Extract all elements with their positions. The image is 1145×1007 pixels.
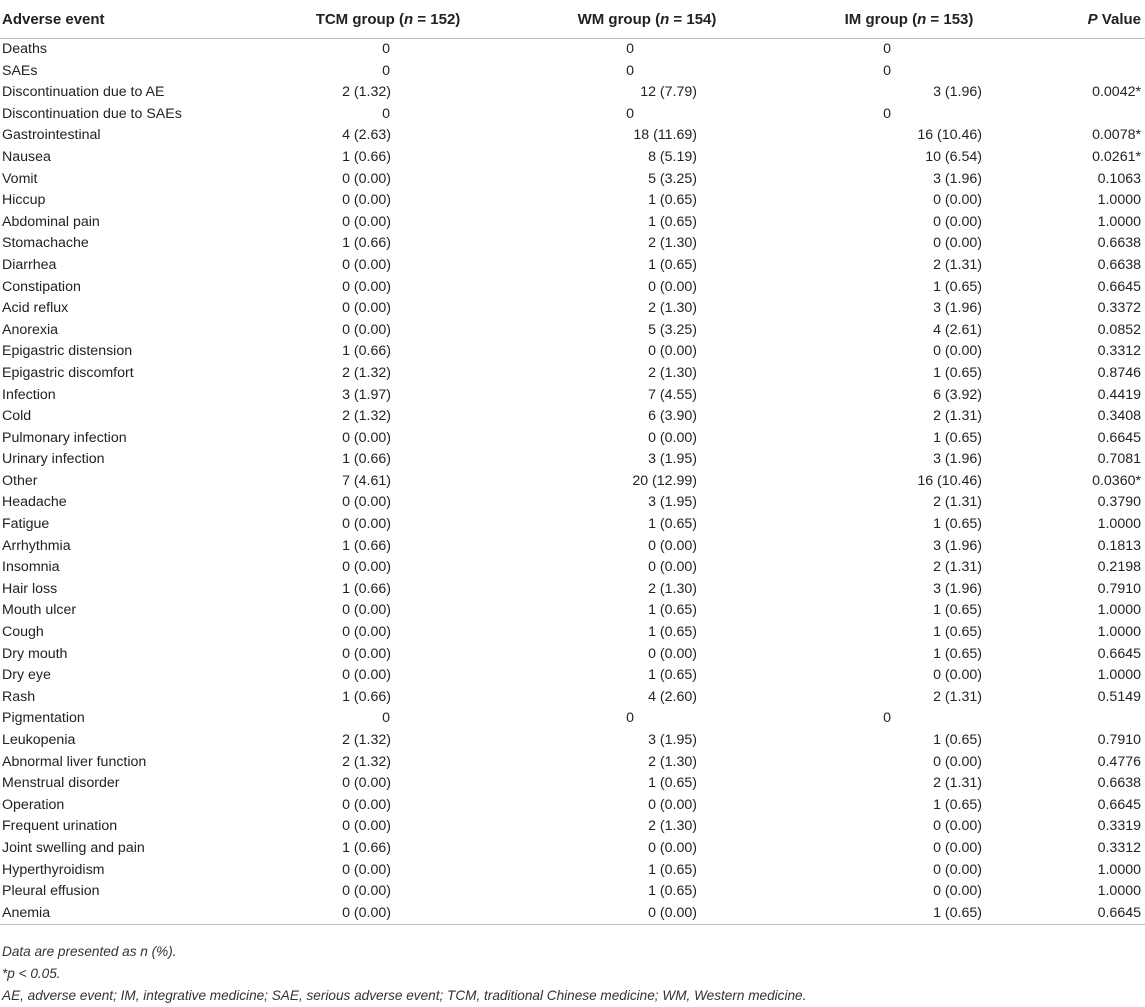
cell-adverse-event: Infection <box>2 386 56 403</box>
header-p-word: Value <box>1097 10 1141 28</box>
cell-tcm-group: 0 <box>382 41 390 57</box>
cell-adverse-event: Pleural effusion <box>2 883 100 900</box>
cell-adverse-event: Anorexia <box>2 321 58 338</box>
cell-adverse-event: Fatigue <box>2 516 50 533</box>
cell-tcm-group: 0 (0.00) <box>342 602 391 619</box>
table-row <box>0 665 1145 687</box>
table-row <box>0 169 1145 191</box>
cell-im-group: 3 (1.96) <box>933 84 982 101</box>
cell-im-group: 1 (0.65) <box>780 903 1038 925</box>
cell-adverse-event: Hiccup <box>2 192 46 209</box>
cell-tcm-group: 0 (0.00) <box>342 559 391 576</box>
cell-im-group: 1 (0.65) <box>933 645 982 662</box>
cell-wm-group: 1 (0.65) <box>648 516 697 533</box>
header-im-prefix: IM group ( <box>844 10 918 28</box>
cell-p-value: 1.0000 <box>1097 883 1141 900</box>
cell-tcm-group: 0 (0.00) <box>342 494 391 511</box>
footnote-abbreviations: AE, adverse event; IM, integrative medicine; SAE, serious adverse event; TCM, traditional Chinese medicine; WM, Western medicine. <box>2 988 807 1003</box>
cell-p-value: 0.2198 <box>1097 559 1141 576</box>
cell-tcm-group: 0 (0.00) <box>342 300 391 317</box>
cell-im-group: 2 (1.31) <box>933 559 982 576</box>
cell-tcm-group: 1 (0.66) <box>342 235 391 252</box>
cell-im-group: 1 (0.65) <box>933 624 982 641</box>
cell-adverse-event: Operation <box>2 796 65 813</box>
table-row <box>0 881 1145 903</box>
cell-tcm-group: 0 (0.00) <box>342 645 391 662</box>
table-row <box>0 708 1145 730</box>
cell-im-group: 0 <box>883 62 891 79</box>
header-wm-suffix: = 154) <box>669 10 717 28</box>
cell-tcm-group: 3 (1.97) <box>342 386 391 403</box>
cell-p-value: 0.6645 <box>1097 429 1141 446</box>
cell-im-group: 1 (0.65) <box>933 516 982 533</box>
cell-im-group: 0 (0.00) <box>933 883 982 900</box>
cell-tcm-group: 0 (0.00) <box>342 429 391 446</box>
cell-wm-group: 1 (0.65) <box>648 624 697 641</box>
cell-im-group: 3 (1.96) <box>933 537 982 554</box>
table-row <box>0 557 1145 579</box>
cell-adverse-event: Urinary infection <box>2 451 105 468</box>
cell-wm-group: 0 <box>626 710 634 727</box>
cell-p-value: 1.0000 <box>1097 192 1141 209</box>
cell-p-value <box>1038 39 1145 61</box>
cell-adverse-event: Arrhythmia <box>2 537 71 554</box>
header-adverse-event: Adverse event <box>0 0 262 39</box>
cell-im-group: 2 (1.31) <box>933 408 982 425</box>
cell-im-group: 0 (0.00) <box>933 192 982 209</box>
cell-adverse-event: Diarrhea <box>2 256 57 273</box>
cell-adverse-event: Constipation <box>2 278 81 295</box>
table-row <box>0 190 1145 212</box>
cell-im-group: 2 (1.31) <box>933 775 982 792</box>
table-row <box>0 233 1145 255</box>
header-im-n: n <box>917 10 927 28</box>
cell-adverse-event: Insomnia <box>2 559 60 576</box>
cell-adverse-event: Leukopenia <box>2 732 76 748</box>
cell-wm-group: 0 (0.00) <box>648 796 697 813</box>
cell-adverse-event: Discontinuation due to AE <box>2 84 165 101</box>
cell-adverse-event: Headache <box>2 494 67 511</box>
cell-adverse-event: SAEs <box>2 62 38 79</box>
cell-p-value: 0.7910 <box>1097 732 1141 748</box>
cell-im-group: 1 (0.65) <box>933 429 982 446</box>
header-wm-n: n <box>660 10 670 28</box>
cell-wm-group: 20 (12.99) <box>632 472 697 489</box>
cell-im-group: 2 (1.31) <box>933 256 982 273</box>
cell-p-value: 0.3312 <box>1097 343 1141 360</box>
cell-adverse-event: Nausea <box>2 148 51 165</box>
cell-p-value: 0.1063 <box>1097 170 1141 187</box>
cell-tcm-group: 0 (0.00) <box>342 861 391 878</box>
cell-p-value: 0.0852 <box>1097 321 1141 338</box>
cell-adverse-event: Pulmonary infection <box>2 429 127 446</box>
cell-wm-group: 0 <box>626 41 634 57</box>
table-row <box>0 61 1145 83</box>
cell-tcm-group: 0 (0.00) <box>342 818 391 835</box>
cell-im-group: 0 <box>883 105 891 122</box>
cell-tcm-group: 0 (0.00) <box>342 278 391 295</box>
cell-im-group: 1 (0.65) <box>933 732 982 748</box>
table-row <box>0 406 1145 428</box>
cell-tcm-group: 1 (0.66) <box>342 148 391 165</box>
cell-adverse-event: Vomit <box>2 170 38 187</box>
cell-tcm-group: 1 (0.66) <box>342 688 391 705</box>
cell-tcm-group: 0 (0.00) <box>262 903 514 925</box>
cell-tcm-group: 2 (1.32) <box>342 753 391 770</box>
cell-im-group: 6 (3.92) <box>933 386 982 403</box>
header-wm-prefix: WM group ( <box>577 10 661 28</box>
cell-wm-group: 1 (0.65) <box>648 256 697 273</box>
cell-tcm-group: 2 (1.32) <box>342 732 391 748</box>
cell-p-value: 1.0000 <box>1097 213 1141 230</box>
cell-adverse-event: Other <box>2 472 38 489</box>
cell-wm-group: 1 (0.65) <box>648 213 697 230</box>
header-tcm-suffix: = 152) <box>413 10 461 28</box>
table-row <box>0 125 1145 147</box>
cell-adverse-event: Abdominal pain <box>2 213 100 230</box>
table-row <box>0 39 1145 61</box>
cell-wm-group: 2 (1.30) <box>648 818 697 835</box>
cell-wm-group: 1 (0.65) <box>648 883 697 900</box>
header-p-symbol: P <box>1087 10 1098 28</box>
cell-wm-group: 0 (0.00) <box>648 278 697 295</box>
cell-wm-group: 18 (11.69) <box>633 127 697 144</box>
cell-adverse-event: Gastrointestinal <box>2 127 101 144</box>
header-p-value <box>1038 0 1145 39</box>
cell-im-group: 0 (0.00) <box>933 667 982 684</box>
table-row <box>0 795 1145 817</box>
cell-wm-group: 8 (5.19) <box>648 148 697 165</box>
cell-im-group: 0 <box>883 710 891 727</box>
table-row <box>0 147 1145 169</box>
table-row <box>0 600 1145 622</box>
cell-adverse-event: Deaths <box>2 41 47 57</box>
cell-p-value: 0.3319 <box>1097 818 1141 835</box>
cell-p-value: 0.6645 <box>1097 278 1141 295</box>
cell-im-group: 2 (1.31) <box>933 494 982 511</box>
cell-im-group: 0 (0.00) <box>933 213 982 230</box>
cell-im-group: 0 (0.00) <box>933 343 982 360</box>
cell-wm-group: 3 (1.95) <box>648 494 697 511</box>
cell-tcm-group: 0 (0.00) <box>342 516 391 533</box>
cell-adverse-event: Acid reflux <box>2 300 69 317</box>
cell-adverse-event: Joint swelling and pain <box>2 839 145 856</box>
footnote-significance: *p < 0.05. <box>2 966 61 981</box>
table-row <box>0 816 1145 838</box>
cell-tcm-group: 2 (1.32) <box>342 408 391 425</box>
cell-adverse-event: Stomachache <box>2 235 89 252</box>
cell-p-value: 0.6638 <box>1097 235 1141 252</box>
cell-adverse-event: Dry eye <box>2 667 51 684</box>
cell-tcm-group: 1 (0.66) <box>342 343 391 360</box>
cell-p-value: 1.0000 <box>1097 602 1141 619</box>
cell-p-value: 0.0360* <box>1092 472 1141 489</box>
cell-wm-group: 0 (0.00) <box>648 537 697 554</box>
cell-wm-group: 0 (0.00) <box>648 343 697 360</box>
cell-adverse-event: Hyperthyroidism <box>2 861 105 878</box>
table-row <box>0 255 1145 277</box>
cell-tcm-group: 0 (0.00) <box>342 775 391 792</box>
cell-p-value: 0.0042* <box>1092 84 1141 101</box>
cell-p-value: 1.0000 <box>1097 667 1141 684</box>
table-row <box>0 860 1145 882</box>
table-row <box>0 687 1145 709</box>
cell-p-value: 0.6645 <box>1038 903 1145 925</box>
table-row <box>0 104 1145 126</box>
header-tcm-prefix: TCM group ( <box>315 10 404 28</box>
cell-adverse-event: Cough <box>2 624 44 641</box>
cell-p-value: 0.7081 <box>1097 451 1141 468</box>
table-row <box>0 838 1145 860</box>
cell-tcm-group: 1 (0.66) <box>342 451 391 468</box>
cell-wm-group: 6 (3.90) <box>648 408 697 425</box>
cell-p-value: 0.3408 <box>1097 408 1141 425</box>
cell-wm-group: 1 (0.65) <box>648 861 697 878</box>
cell-p-value: 0.8746 <box>1097 364 1141 381</box>
table-row <box>0 903 1145 925</box>
cell-p-value <box>1038 61 1145 83</box>
cell-p-value: 0.6645 <box>1097 796 1141 813</box>
table-row <box>0 471 1145 493</box>
cell-tcm-group: 0 (0.00) <box>342 624 391 641</box>
cell-im-group: 0 (0.00) <box>933 839 982 856</box>
cell-im-group: 0 (0.00) <box>933 235 982 252</box>
cell-p-value: 0.5149 <box>1097 688 1141 705</box>
cell-wm-group: 0 (0.00) <box>648 645 697 662</box>
cell-wm-group: 5 (3.25) <box>648 321 697 338</box>
cell-tcm-group: 0 (0.00) <box>342 192 391 209</box>
table-row <box>0 514 1145 536</box>
cell-im-group: 1 (0.65) <box>933 278 982 295</box>
cell-im-group: 3 (1.96) <box>933 580 982 597</box>
cell-tcm-group: 0 (0.00) <box>342 170 391 187</box>
cell-im-group: 1 (0.65) <box>933 602 982 619</box>
cell-adverse-event: Anemia <box>0 903 262 925</box>
cell-p-value: 1.0000 <box>1097 861 1141 878</box>
cell-im-group: 16 (10.46) <box>917 127 982 144</box>
table-row <box>0 579 1145 601</box>
cell-wm-group: 3 (1.95) <box>648 732 697 748</box>
cell-p-value: 0.1813 <box>1097 537 1141 554</box>
cell-im-group: 2 (1.31) <box>933 688 982 705</box>
cell-adverse-event: Menstrual disorder <box>2 775 120 792</box>
table-row <box>0 385 1145 407</box>
cell-p-value: 0.3312 <box>1097 839 1141 856</box>
cell-tcm-group: 0 (0.00) <box>342 796 391 813</box>
table-row <box>0 82 1145 104</box>
cell-adverse-event: Mouth ulcer <box>2 602 77 619</box>
cell-wm-group: 4 (2.60) <box>648 688 697 705</box>
cell-tcm-group: 0 (0.00) <box>342 883 391 900</box>
cell-adverse-event: Frequent urination <box>2 818 118 835</box>
cell-wm-group: 3 (1.95) <box>648 451 697 468</box>
cell-adverse-event: Pigmentation <box>2 710 85 727</box>
table-row <box>0 341 1145 363</box>
cell-im-group: 0 (0.00) <box>933 818 982 835</box>
cell-tcm-group: 0 (0.00) <box>342 667 391 684</box>
cell-im-group: 0 (0.00) <box>933 861 982 878</box>
table-row <box>0 298 1145 320</box>
table-row <box>0 277 1145 299</box>
cell-im-group: 1 (0.65) <box>933 364 982 381</box>
table-row <box>0 363 1145 385</box>
cell-im-group: 16 (10.46) <box>917 472 982 489</box>
table-row <box>0 773 1145 795</box>
cell-p-value <box>1038 708 1145 730</box>
cell-p-value: 0.3790 <box>1097 494 1141 511</box>
cell-p-value <box>1038 104 1145 126</box>
header-im-group <box>780 0 1038 39</box>
cell-adverse-event: Dry mouth <box>2 645 68 662</box>
table-row <box>0 449 1145 471</box>
cell-wm-group: 0 (0.00) <box>648 839 697 856</box>
cell-wm-group: 7 (4.55) <box>648 386 697 403</box>
cell-im-group: 3 (1.96) <box>933 170 982 187</box>
cell-adverse-event: Hair loss <box>2 580 58 597</box>
table-row <box>0 622 1145 644</box>
header-tcm-group <box>262 0 514 39</box>
cell-tcm-group: 0 (0.00) <box>342 213 391 230</box>
cell-tcm-group: 0 <box>382 62 390 79</box>
cell-im-group: 3 (1.96) <box>933 451 982 468</box>
cell-tcm-group: 1 (0.66) <box>342 839 391 856</box>
cell-wm-group: 12 (7.79) <box>640 84 697 101</box>
cell-tcm-group: 0 <box>382 105 390 122</box>
cell-wm-group: 0 <box>626 105 634 122</box>
cell-wm-group: 0 (0.00) <box>648 429 697 446</box>
table-header <box>0 0 1145 39</box>
cell-im-group: 0 <box>883 41 891 57</box>
cell-adverse-event: Rash <box>2 688 36 705</box>
footnote-data-format: Data are presented as n (%). <box>2 944 177 959</box>
table-row <box>0 212 1145 234</box>
table-body <box>0 39 1145 925</box>
table-row <box>0 752 1145 774</box>
cell-adverse-event: Discontinuation due to SAEs <box>2 105 182 122</box>
cell-tcm-group: 2 (1.32) <box>342 364 391 381</box>
header-tcm-n: n <box>404 10 414 28</box>
table-row <box>0 428 1145 450</box>
cell-tcm-group: 1 (0.66) <box>342 580 391 597</box>
cell-p-value: 0.4776 <box>1097 753 1141 770</box>
header-im-suffix: = 153) <box>926 10 974 28</box>
cell-wm-group: 2 (1.30) <box>648 235 697 252</box>
table-row <box>0 320 1145 342</box>
table-row <box>0 644 1145 666</box>
cell-p-value: 0.6638 <box>1097 256 1141 273</box>
cell-tcm-group: 2 (1.32) <box>342 84 391 101</box>
cell-wm-group: 1 (0.65) <box>648 602 697 619</box>
cell-p-value: 0.0078* <box>1092 127 1141 144</box>
cell-wm-group: 2 (1.30) <box>648 364 697 381</box>
cell-wm-group: 2 (1.30) <box>648 580 697 597</box>
table-footnotes <box>2 941 806 1007</box>
table-row <box>0 730 1145 752</box>
cell-wm-group: 0 (0.00) <box>648 559 697 576</box>
cell-wm-group: 5 (3.25) <box>648 170 697 187</box>
cell-adverse-event: Epigastric distension <box>2 343 133 360</box>
cell-adverse-event: Cold <box>2 408 32 425</box>
cell-im-group: 4 (2.61) <box>933 321 982 338</box>
cell-im-group: 1 (0.65) <box>933 796 982 813</box>
cell-im-group: 0 (0.00) <box>933 753 982 770</box>
cell-wm-group: 0 <box>626 62 634 79</box>
cell-tcm-group: 0 <box>382 710 390 727</box>
cell-p-value: 0.3372 <box>1097 300 1141 317</box>
cell-tcm-group: 0 (0.00) <box>342 321 391 338</box>
header-wm-group <box>514 0 780 39</box>
header-row <box>0 0 1145 39</box>
cell-wm-group: 0 (0.00) <box>514 903 780 925</box>
cell-im-group: 3 (1.96) <box>933 300 982 317</box>
cell-wm-group: 2 (1.30) <box>648 753 697 770</box>
cell-tcm-group: 1 (0.66) <box>342 537 391 554</box>
table-row <box>0 492 1145 514</box>
cell-im-group: 10 (6.54) <box>925 148 982 165</box>
cell-tcm-group: 7 (4.61) <box>342 472 391 489</box>
cell-p-value: 1.0000 <box>1097 516 1141 533</box>
table-row <box>0 536 1145 558</box>
cell-tcm-group: 0 (0.00) <box>342 256 391 273</box>
cell-wm-group: 1 (0.65) <box>648 775 697 792</box>
cell-wm-group: 1 (0.65) <box>648 192 697 209</box>
cell-p-value: 0.4419 <box>1097 386 1141 403</box>
cell-adverse-event: Epigastric discomfort <box>2 364 134 381</box>
cell-p-value: 0.7910 <box>1097 580 1141 597</box>
cell-tcm-group: 4 (2.63) <box>342 127 391 144</box>
cell-wm-group: 1 (0.65) <box>648 667 697 684</box>
cell-p-value: 0.6638 <box>1097 775 1141 792</box>
cell-adverse-event: Abnormal liver function <box>2 753 147 770</box>
cell-wm-group: 2 (1.30) <box>648 300 697 317</box>
cell-p-value: 0.6645 <box>1097 645 1141 662</box>
cell-p-value: 0.0261* <box>1092 148 1141 165</box>
cell-p-value: 1.0000 <box>1097 624 1141 641</box>
